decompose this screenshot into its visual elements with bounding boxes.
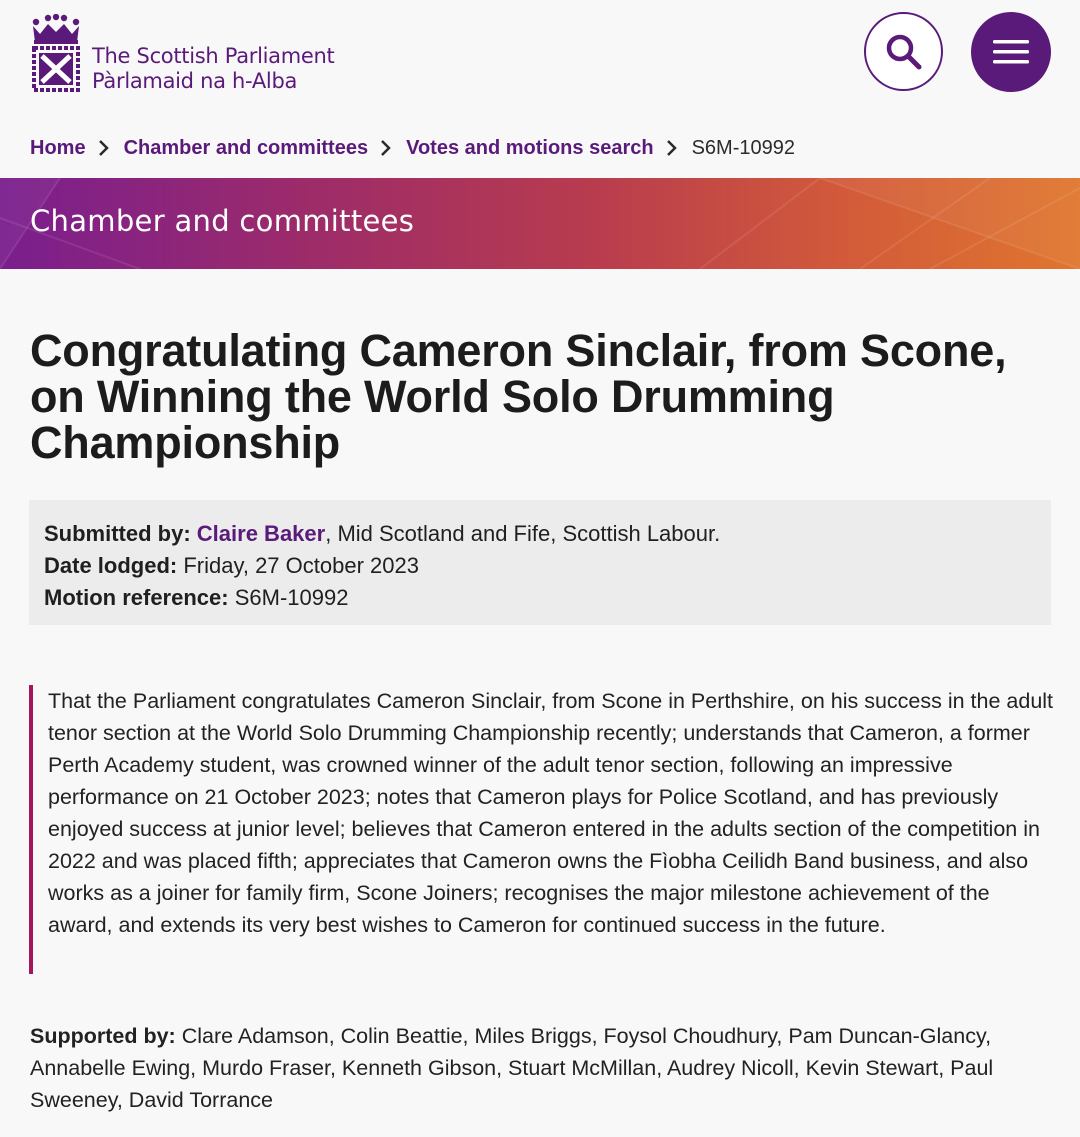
motion-reference-row xyxy=(44,582,1036,614)
parliament-logo[interactable] xyxy=(30,14,334,94)
submitter-details: , Mid Scotland and Fife, Scottish Labour. xyxy=(325,521,721,546)
logo-line-english: The Scottish Parliament xyxy=(92,44,335,68)
page-title: Congratulating Cameron Sinclair, from Scone, on Winning the World Solo Drumming Championship xyxy=(30,325,1007,468)
breadcrumb-votes-search[interactable]: Votes and motions search xyxy=(406,136,654,159)
supported-by xyxy=(30,1020,1050,1116)
chevron-right-icon xyxy=(666,139,678,157)
motion-details xyxy=(29,500,1051,625)
supported-by-label: Supported by: xyxy=(30,1024,176,1048)
supporters-list: Clare Adamson, Colin Beattie, Miles Briggs, Foysol Choudhury, Pam Duncan-Glancy, Annabelle Ewing, Murdo Fraser, Kenneth Gibson, Stuart McMillan, Audrey Nicoll, Kevin Stewart, Paul Sweeney, David Torrance xyxy=(30,1024,994,1112)
submitted-by-label: Submitted by: xyxy=(44,521,191,546)
logo-line-gaelic: Pàrlamaid na h-Alba xyxy=(92,69,298,93)
chevron-right-icon xyxy=(98,139,110,157)
date-lodged-row xyxy=(44,550,1036,582)
motion-reference-label: Motion reference: xyxy=(44,585,229,610)
section-banner xyxy=(0,178,1080,269)
breadcrumb-current: S6M-10992 xyxy=(691,136,795,159)
search-button[interactable] xyxy=(864,12,943,91)
site-header xyxy=(0,0,1080,124)
submitted-by-row xyxy=(44,518,1036,550)
motion-text: That the Parliament congratulates Cameron Sinclair, from Scone in Perthshire, on his success in the adult tenor section at the World Solo Drumming Championship recently; understands that Cameron, a former Perth Academy student, was crowned winner of the adult tenor section, following an impressive performance on 21 October 2023; notes that Cameron plays for Police Scotland, and has previously enjoyed success at junior level; believes that Cameron entered in the adults section of the competition in 2022 and was placed fifth; appreciates that Cameron owns the Fìobha Ceilidh Band business, and also works as a joiner for family firm, Scone Joiners; recognises the major milestone achievement of the award, and extends its very best wishes to Cameron for continued success in the future. xyxy=(29,685,1054,974)
crown-saltire-icon xyxy=(30,14,82,92)
chevron-right-icon xyxy=(380,139,392,157)
submitter-link[interactable]: Claire Baker xyxy=(196,521,326,546)
logo-text xyxy=(92,44,334,94)
motion-reference-value: S6M-10992 xyxy=(234,585,349,610)
date-lodged-label: Date lodged: xyxy=(44,553,178,578)
breadcrumb-chamber[interactable]: Chamber and committees xyxy=(123,136,369,159)
banner-title: Chamber and committees xyxy=(30,204,415,238)
search-icon xyxy=(885,33,923,71)
date-lodged-value: Friday, 27 October 2023 xyxy=(183,553,419,578)
breadcrumb xyxy=(30,136,795,160)
menu-button[interactable] xyxy=(971,12,1051,92)
hamburger-menu-icon xyxy=(991,37,1031,67)
breadcrumb-home[interactable]: Home xyxy=(30,136,86,159)
